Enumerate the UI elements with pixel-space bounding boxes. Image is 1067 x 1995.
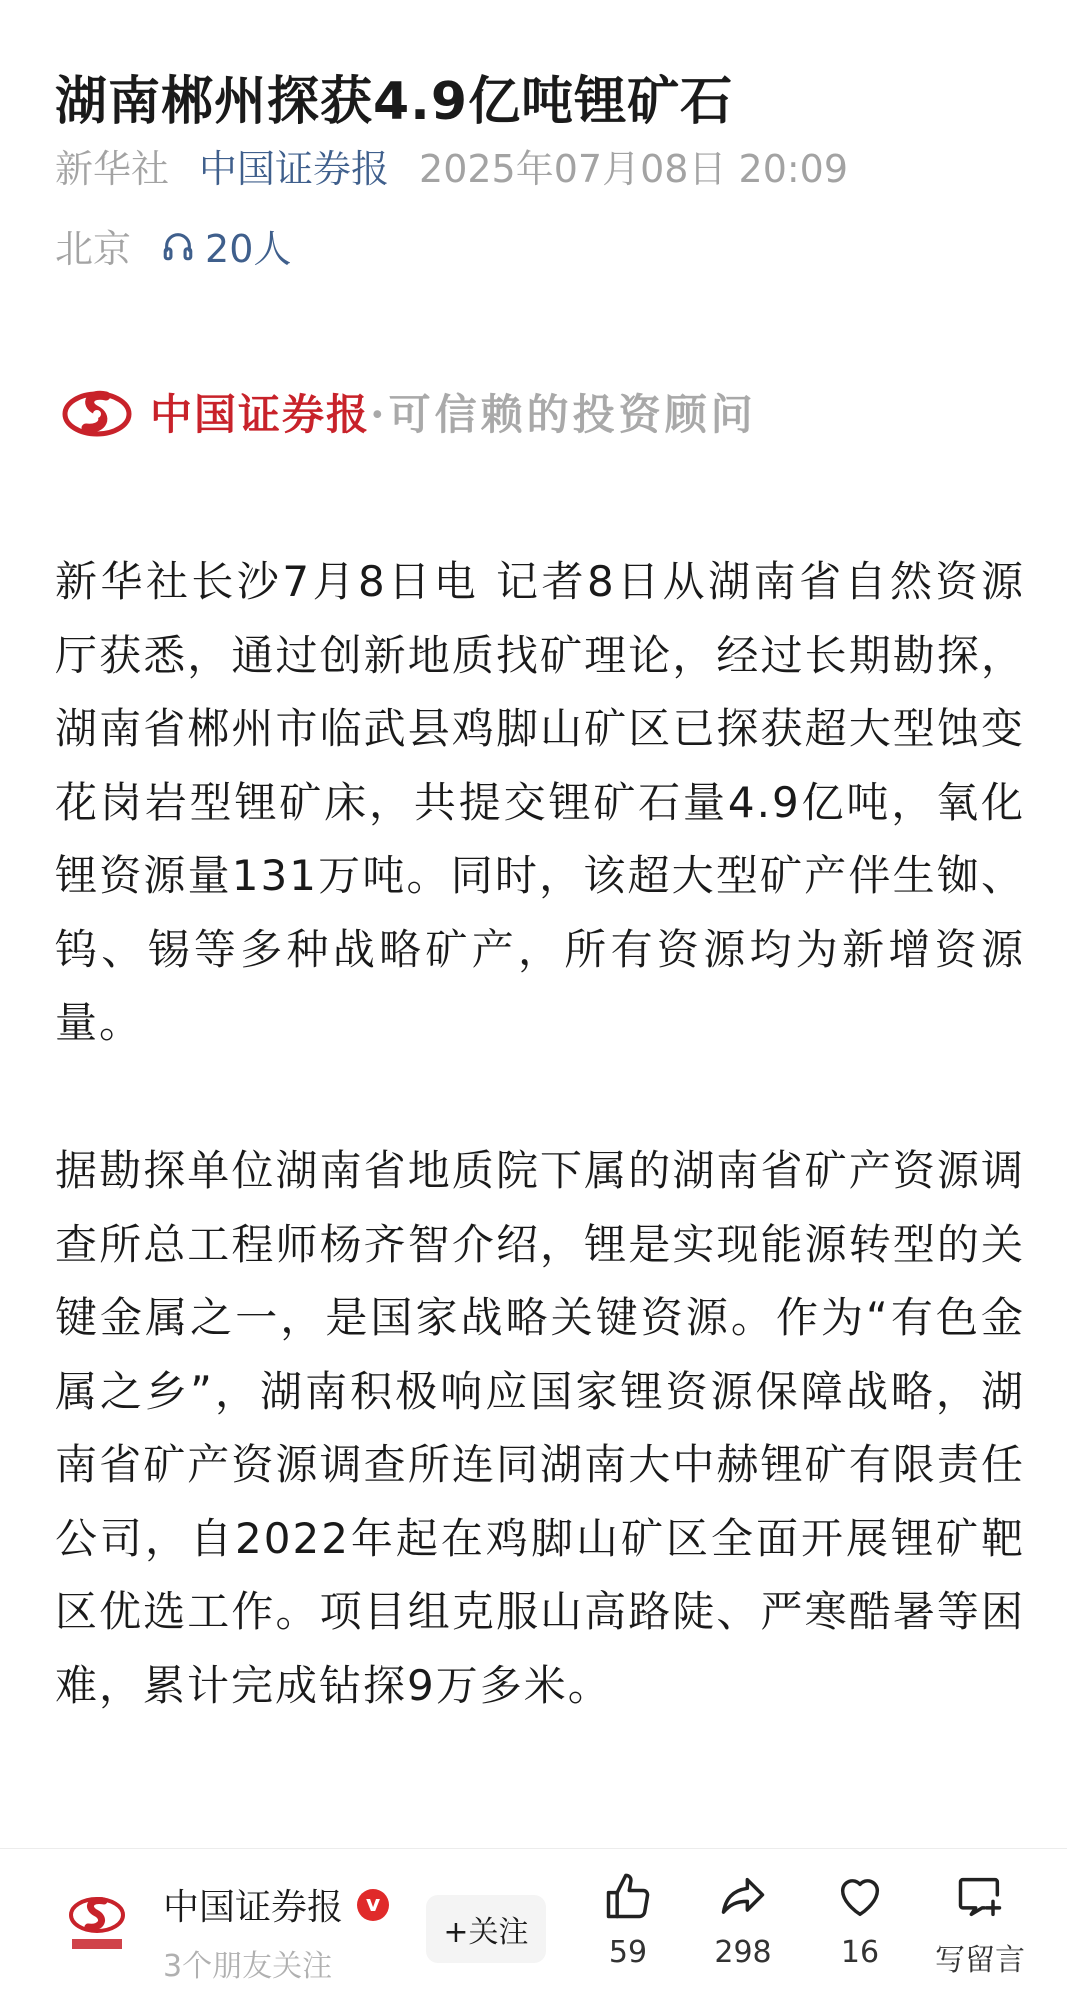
follow-button[interactable]: +关注 [426, 1895, 546, 1963]
write-comment-button[interactable] [920, 1871, 1040, 1979]
account-name-row[interactable] [163, 1879, 389, 1930]
share-arrow-icon [717, 1871, 769, 1923]
share-button[interactable] [688, 1871, 798, 1970]
listener-count: 20人 [205, 227, 292, 271]
favorite-button[interactable] [805, 1871, 915, 1970]
heart-icon [834, 1871, 886, 1923]
article-paragraph: 新华社长沙7月8日电 记者8日从湖南省自然资源厅获悉，通过创新地质找矿理论，经过长期勘探，湖南省郴州市临武县鸡脚山矿区已探获超大型蚀变花岗岩型锂矿床，共提交锂矿石量4.9亿吨，氧化锂资源量131万吨。同时，该超大型矿产伴生铷、钨、锡等多种战略矿产，所有资源均为新增资源量。 [55, 557, 1025, 1047]
article-location: 北京 [55, 227, 132, 271]
article-paragraph: 据勘探单位湖南省地质院下属的湖南省矿产资源调查所总工程师杨齐智介绍，锂是实现能源转型的关键金属之一，是国家战略关键资源。作为“有色金属之乡”，湖南积极响应国家锂资源保障战略，湖南省矿产资源调查所连同湖南大中赫锂矿有限责任公司，自2022年起在鸡脚山矿区全面开展锂矿靶区优选工作。项目组克服山高路陡、严寒酷暑等困难，累计完成钻探9万多米。 [55, 1146, 1025, 1710]
account-avatar[interactable] [62, 1889, 132, 1959]
favorite-count: 16 [840, 1935, 880, 1970]
listen-button[interactable] [161, 218, 321, 273]
publisher-banner [60, 382, 757, 442]
write-comment-label: 写留言 [935, 1943, 1025, 1978]
publisher-link[interactable]: 中国证券报 [199, 147, 390, 191]
publisher-logo-icon [60, 382, 134, 442]
thumbs-up-icon [602, 1871, 654, 1923]
friends-following: 3个朋友关注 [163, 1949, 333, 1984]
comment-add-icon [954, 1871, 1006, 1923]
verified-badge-icon: v [357, 1889, 389, 1921]
article-meta [55, 138, 878, 193]
headphones-icon [161, 229, 195, 263]
article-meta-secondary [55, 218, 351, 273]
banner-slogan: ·可信赖的投资顾问 [370, 390, 757, 439]
share-count: 298 [714, 1935, 772, 1970]
like-button[interactable] [573, 1871, 683, 1970]
bottom-action-bar [0, 1849, 1067, 1995]
publish-datetime: 2025年07月08日 20:09 [419, 147, 849, 191]
article-source: 新华社 [55, 147, 170, 191]
account-name: 中国证券报 [163, 1887, 344, 1928]
banner-publisher-name: 中国证券报 [150, 390, 371, 439]
like-count: 59 [608, 1935, 648, 1970]
article-title: 湖南郴州探获4.9亿吨锂矿石 [55, 71, 734, 132]
